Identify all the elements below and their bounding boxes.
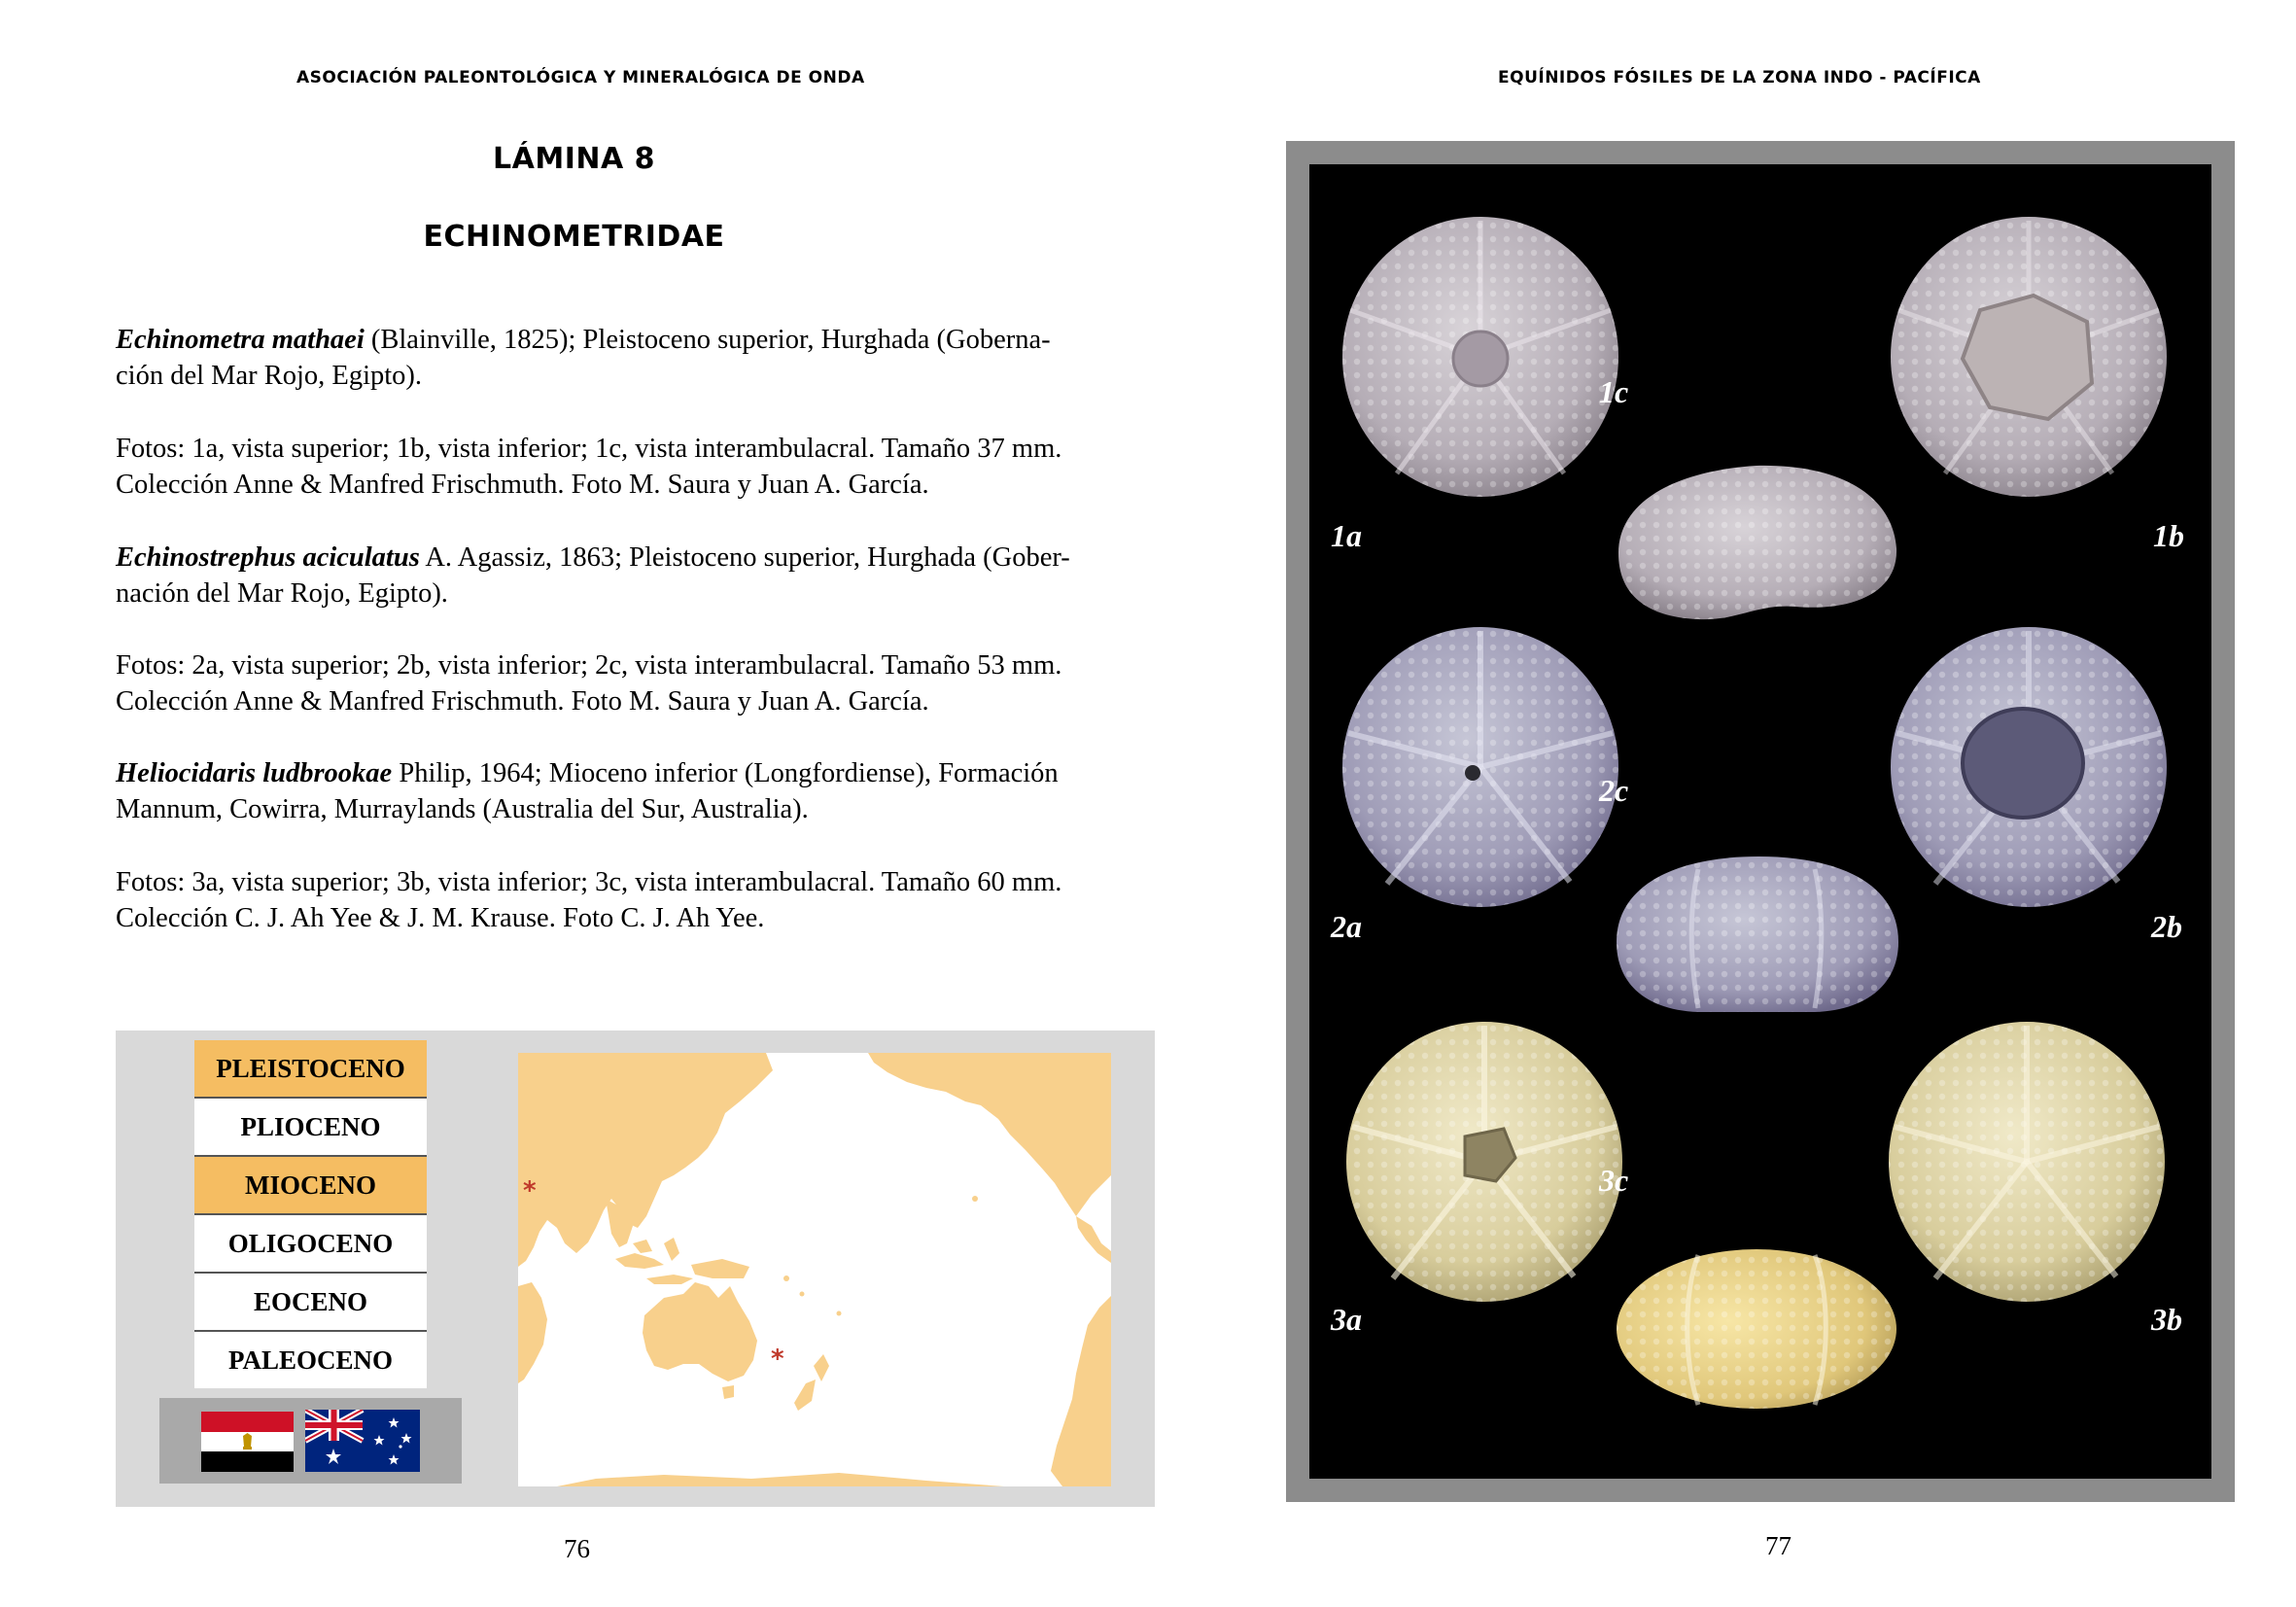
photo-views: Fotos: 2a, vista superior; 2b, vista inferior; 2c, vista interambulacral. Tamaño 53 mm. <box>116 650 1062 681</box>
epoch-paleoceno: PALEOCENO <box>194 1332 427 1388</box>
photo-credits-3 <box>116 864 1175 936</box>
epoch-eoceno: EOCENO <box>194 1274 427 1332</box>
species-name: Echinometra mathaei <box>116 325 365 355</box>
specimen-1c <box>1618 466 1896 619</box>
figure-label-2b: 2b <box>2151 909 2182 944</box>
photo-credits-2 <box>116 647 1175 719</box>
figure-label-3c: 3c <box>1599 1163 1629 1198</box>
figure-label-1c: 1c <box>1599 374 1629 409</box>
specimen-3c <box>1617 1249 1896 1409</box>
figure-label-3b: 3b <box>2151 1302 2182 1337</box>
photo-views: Fotos: 3a, vista superior; 3b, vista inferior; 3c, vista interambulacral. Tamaño 60 mm. <box>116 867 1062 897</box>
stratigraphy-map-panel <box>116 1031 1155 1507</box>
running-head-left: ASOCIACIÓN PALEONTOLÓGICA Y MINERALÓGICA DE ONDA <box>296 68 865 87</box>
photo-collection: Colección Anne & Manfred Frischmuth. Foto M. Saura y Juan A. García. <box>116 686 929 716</box>
photo-collection: Colección Anne & Manfred Frischmuth. Foto M. Saura y Juan A. García. <box>116 470 929 500</box>
species-authority: Philip, 1964; Mioceno inferior (Longfordiense), Formación <box>392 758 1059 788</box>
species-name: Echinostrephus aciculatus <box>116 542 420 573</box>
species-locality: nación del Mar Rojo, Egipto). <box>116 578 448 609</box>
family-title: ECHINOMETRIDAE <box>423 220 725 254</box>
epoch-mioceno: MIOCENO <box>194 1157 427 1215</box>
figure-label-2a: 2a <box>1331 909 1362 944</box>
species-description-2 <box>116 540 1175 611</box>
species-authority: (Blainville, 1825); Pleistoceno superior, Hurghada (Goberna- <box>364 325 1051 355</box>
species-name: Heliocidaris ludbrookae <box>116 758 393 788</box>
specimen-1b <box>1891 217 2167 497</box>
figure-label-2c: 2c <box>1599 773 1629 808</box>
map-marker-australia: * <box>771 1345 784 1374</box>
species-description-1 <box>116 322 1175 394</box>
specimen-3a <box>1346 1022 1622 1302</box>
species-locality: Mannum, Cowirra, Murraylands (Australia del Sur, Australia). <box>116 794 809 824</box>
specimen-3b <box>1889 1022 2165 1302</box>
flag-panel <box>159 1398 462 1484</box>
photo-collection: Colección C. J. Ah Yee & J. M. Krause. Foto C. J. Ah Yee. <box>116 903 765 933</box>
world-map-svg <box>518 1053 1111 1486</box>
figure-label-1a: 1a <box>1331 518 1362 553</box>
world-map <box>518 1053 1111 1486</box>
right-page <box>1148 0 2296 1607</box>
species-locality: ción del Mar Rojo, Egipto). <box>116 361 423 391</box>
fossil-plate <box>1309 164 2211 1479</box>
species-description-3 <box>116 755 1175 827</box>
specimen-2a <box>1342 627 1618 907</box>
species-authority: A. Agassiz, 1863; Pleistoceno superior, Hurghada (Gober- <box>419 542 1070 573</box>
specimen-2b <box>1891 627 2167 907</box>
australia-flag <box>305 1410 420 1472</box>
page-number-right: 77 <box>1765 1531 1792 1560</box>
photo-views: Fotos: 1a, vista superior; 1b, vista inferior; 1c, vista interambulacral. Tamaño 37 mm. <box>116 434 1062 464</box>
plate-frame <box>1286 141 2235 1502</box>
page-number-left: 76 <box>564 1534 590 1563</box>
specimen-1a <box>1342 217 1618 497</box>
fossil-photos <box>1309 164 2211 1479</box>
plate-number: LÁMINA 8 <box>493 142 655 176</box>
epoch-plioceno: PLIOCENO <box>194 1099 427 1157</box>
map-marker-egypt: * <box>523 1176 537 1205</box>
egypt-flag <box>201 1412 294 1472</box>
figure-label-3a: 3a <box>1331 1302 1362 1337</box>
epoch-pleistoceno: PLEISTOCENO <box>194 1040 427 1099</box>
specimen-2c <box>1617 856 1898 1012</box>
epoch-oligoceno: OLIGOCENO <box>194 1215 427 1274</box>
running-head-right: EQUÍNIDOS FÓSILES DE LA ZONA INDO - PACÍFICA <box>1498 68 1981 87</box>
photo-credits-1 <box>116 431 1175 503</box>
figure-label-1b: 1b <box>2153 518 2184 553</box>
